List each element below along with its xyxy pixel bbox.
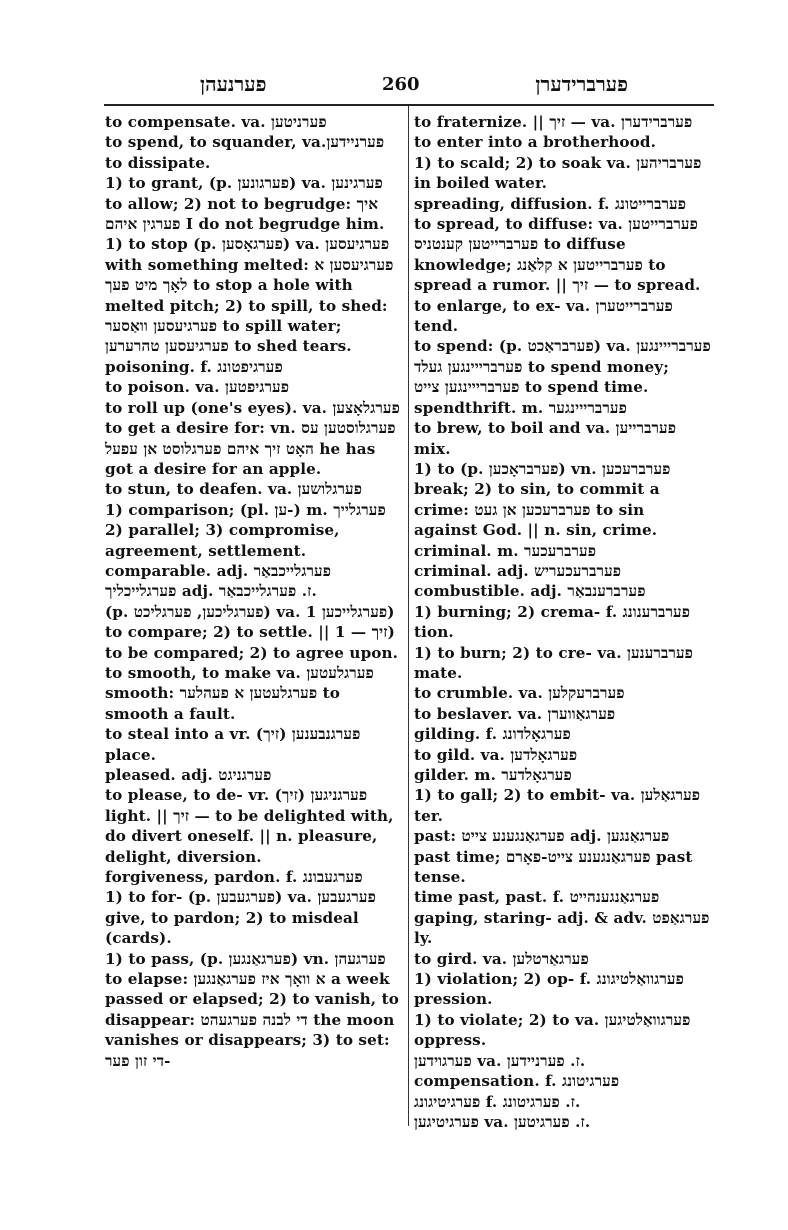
dictionary-entry: 1) to pass, (p. פערגאַנגען) vn. פערגעהן to elapse: א וואָך איז פערגאַנגען a week passed or elapsed; 2) to vanish, to disappear: די לבנה פערגעהט the moon vanishes or disappears; 3) to set: די זון פער- bbox=[105, 949, 399, 1070]
dictionary-entry: to brew, to boil and va. פערברייען mix. bbox=[414, 419, 677, 458]
dictionary-entry: to stun, to deafen. va. פערגלושען bbox=[105, 480, 363, 499]
dictionary-entry: 1) to violate; 2) to va. פערגוואַלטיגען oppress. bbox=[414, 1010, 691, 1050]
dictionary-entry: to spread, to diffuse: va. פערברייטען פערברייטען קענטניס to diffuse knowledge; פערברייטען א קלאַנג to spread a rumor. || זיך — to spread. bbox=[414, 215, 701, 295]
running-head-right: פערברידערן bbox=[535, 72, 628, 96]
dictionary-entry: פערגיטיגען va. ז. פערגיטען. bbox=[414, 1112, 591, 1131]
dictionary-entry: 1) to grant, (p. פערגונען) va. פערגינען to allow; 2) not to begrudge: איך פערגין איהם I do not begrudge him. bbox=[105, 174, 385, 234]
dictionary-entry: (p. פערגליכען, פערגליכט) va. פערגלייכען 1) to compare; 2) to settle. || זיך — 1) to be compared; 2) to agree upon. bbox=[105, 602, 399, 662]
dictionary-entry: 1) violation; 2) op- f. פערגוואַלטיגונג pression. bbox=[414, 970, 684, 1009]
dictionary-entry: to fraternize. || זיך — va. פערברידערן to enter into a brotherhood. bbox=[414, 113, 693, 152]
dictionary-entry: to compensate. va. פערניטען bbox=[105, 113, 327, 131]
dictionary-entry: to roll up (one's eyes). va. פערגלאָצען bbox=[105, 398, 400, 417]
dictionary-entry: gaping, staring- adj. & adv. פערגאַפט ly. bbox=[414, 908, 710, 948]
dictionary-entry: to smooth, to make va. פערגלעטען smooth: פערגלעטען א פעהלער to smooth a fault. bbox=[105, 663, 374, 723]
dictionary-entry: 1) comparison; (pl. ען-) m. פערגלייך 2) parallel; 3) compromise, agreement, settlement. bbox=[105, 500, 386, 560]
dictionary-entry: to enlarge, to ex- va. פערברייטערן tend. bbox=[414, 296, 673, 336]
dictionary-entry: פערגוידען va. ז. פערניידען. bbox=[414, 1051, 586, 1070]
dictionary-entry: past: פערגאַנגענע צייט adj. פערגאַנגען past time; פערגאַנגענע צייט-פאָרם past tense. bbox=[414, 827, 693, 887]
dictionary-entry: compensation. f. פערגיטונג bbox=[414, 1072, 620, 1091]
left-column bbox=[105, 112, 402, 1071]
dictionary-entry: to gird. va. פערגאַרטלען bbox=[414, 949, 589, 968]
dictionary-entry: comparable. adj. פערגלייכבאַר bbox=[105, 561, 332, 580]
dictionary-entry: pleased. adj. פערגניגט bbox=[105, 766, 272, 784]
dictionary-entry: 1) to stop (p. פערגאָסען) va. פערגיעסען with something melted: פערגיעסען א לאָך מיט פעך to stop a hole with melted pitch; 2) to spill, to shed: פערגיעסען וואַסער to spill water; פערגיעסען טהרערען to shed tears. bbox=[105, 235, 394, 356]
dictionary-entry: gilder. m. פערגאָלדער bbox=[414, 766, 572, 784]
header-rule bbox=[104, 104, 714, 106]
dictionary-entry: פערגלייכליך adj. ז. פערגלייכבאַר. bbox=[105, 582, 317, 601]
dictionary-entry: time past, past. f. פערגאַנגענהייט bbox=[414, 888, 660, 907]
right-column bbox=[414, 112, 711, 1132]
dictionary-entry: to spend: (p. פערבראַכט) va. פערברייינגען פערברייינגען געלד to spend money; פערברייינגען צייט to spend time. bbox=[414, 337, 711, 397]
dictionary-entry: 1) to scald; 2) to soak va. פערבריהען in boiled water. bbox=[414, 153, 702, 193]
dictionary-entry: to beslaver. va. פערגאַווערן bbox=[414, 704, 616, 723]
dictionary-entry: to spend, to squander, va.פערניידען to dissipate. bbox=[105, 133, 385, 172]
dictionary-entry: 1) to for- (p. פערגעבען) va. פערגעבען give, to pardon; 2) to misdeal (cards). bbox=[105, 888, 376, 948]
dictionary-entry: 1) burning; 2) crema- f. פערברענונג tion. bbox=[414, 602, 691, 642]
dictionary-entry: spreading, diffusion. f. פערברייטונג bbox=[414, 194, 687, 213]
dictionary-entry: criminal. adj. פערברעכעריש bbox=[414, 561, 622, 580]
dictionary-entry: poisoning. f. פערגיפטונג bbox=[105, 357, 283, 376]
dictionary-entry: criminal. m. פערברעכער bbox=[414, 541, 597, 560]
dictionary-entry: to gild. va. פערגאָלדען bbox=[414, 745, 578, 764]
dictionary-entry: to get a desire for: vn. פערגלוסטען עס האָט זיך איהם פערגלוסט אן עפעל he has got a desire for an apple. bbox=[105, 419, 396, 478]
dictionary-entry: 1) to gall; 2) to embit- va. פערגאַלען ter. bbox=[414, 786, 701, 825]
dictionary-entry: to poison. va. פערגיפטען bbox=[105, 378, 290, 397]
dictionary-entry: 1) to burn; 2) to cre- va. פערברענען mate. bbox=[414, 643, 693, 682]
dictionary-entry: forgiveness, pardon. f. פערגעבונג bbox=[105, 868, 363, 887]
page-number: 260 bbox=[382, 74, 420, 95]
dictionary-entry: gilding. f. פערגאָלדונג bbox=[414, 725, 571, 744]
dictionary-entry: to steal into a vr. (זיך) פערגנבענען place. bbox=[105, 725, 361, 764]
dictionary-entry: to crumble. va. פערברעקלען bbox=[414, 684, 625, 703]
column-divider bbox=[408, 106, 409, 1126]
dictionary-entry: spendthrift. m. פערברייינגער bbox=[414, 398, 627, 417]
dictionary-entry: פערגיטיגונג f. ז. פערגיטונג. bbox=[414, 1092, 581, 1111]
page-header bbox=[104, 68, 714, 102]
dictionary-entry: 1) to (p. פערבראָכען) vn. פערברעכען break; 2) to sin, to commit a crime: פערברעכען אן געט to sin against God. || n. sin, crime. bbox=[414, 459, 671, 540]
running-head-left: פערנעהן bbox=[200, 72, 267, 96]
dictionary-entry: combustible. adj. פערברענבאַר bbox=[414, 582, 646, 601]
dictionary-entry: to please, to de- vr. (זיך) פערגניגען light. || זיך — to be delighted with, do divert oneself. || n. pleasure, delight, diversion. bbox=[105, 786, 394, 866]
